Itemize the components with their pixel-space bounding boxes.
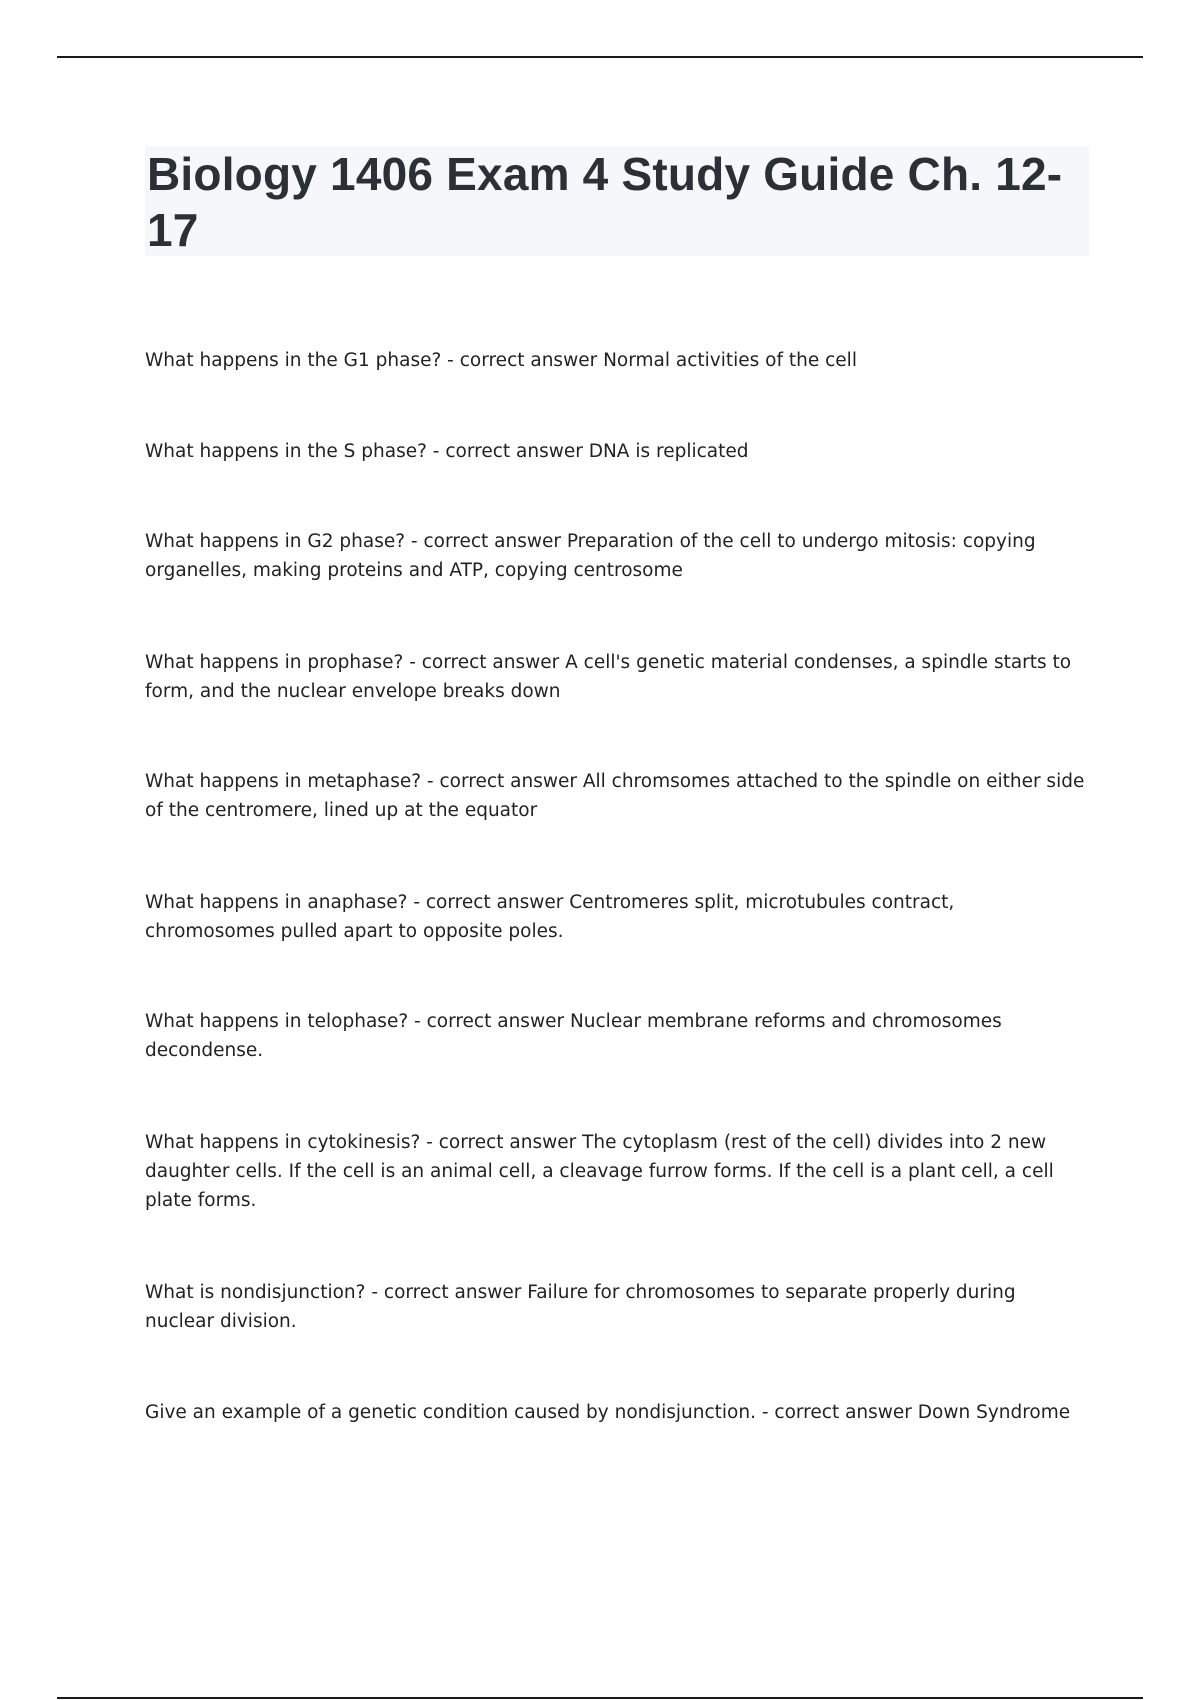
qa-item-8: What happens in cytokinesis? - correct answer The cytoplasm (rest of the cell) divides into 2 new daughter cells. If the cell is an animal cell, a cleavage furrow forms. If the cell is a plant cell, a cell plate forms. bbox=[145, 1132, 1054, 1211]
qa-item-6: What happens in anaphase? - correct answer Centromeres split, microtubules contract, chromosomes pulled apart to opposite poles. bbox=[145, 892, 955, 942]
qa-item-9: What is nondisjunction? - correct answer Failure for chromosomes to separate properly during nuclear division. bbox=[145, 1282, 1016, 1332]
title-block bbox=[145, 146, 1089, 256]
qa-item-5: What happens in metaphase? - correct answer All chromsomes attached to the spindle on either side of the centromere, lined up at the equator bbox=[145, 771, 1085, 821]
qa-item-2: What happens in the S phase? - correct answer DNA is replicated bbox=[145, 441, 749, 462]
bottom-divider bbox=[57, 1697, 1143, 1699]
qa-item-10: Give an example of a genetic condition caused by nondisjunction. - correct answer Down Syndrome bbox=[145, 1402, 1071, 1423]
qa-item-4: What happens in prophase? - correct answer A cell's genetic material condenses, a spindle starts to form, and the nuclear envelope breaks down bbox=[145, 652, 1072, 702]
document-title: Biology 1406 Exam 4 Study Guide Ch. 12-17 bbox=[147, 148, 1063, 256]
qa-item-1: What happens in the G1 phase? - correct answer Normal activities of the cell bbox=[145, 350, 857, 371]
qa-item-3: What happens in G2 phase? - correct answer Preparation of the cell to undergo mitosis: copying organelles, making proteins and ATP, copying centrosome bbox=[145, 531, 1036, 581]
qa-item-7: What happens in telophase? - correct answer Nuclear membrane reforms and chromosomes decondense. bbox=[145, 1011, 1002, 1061]
top-divider bbox=[57, 56, 1143, 58]
